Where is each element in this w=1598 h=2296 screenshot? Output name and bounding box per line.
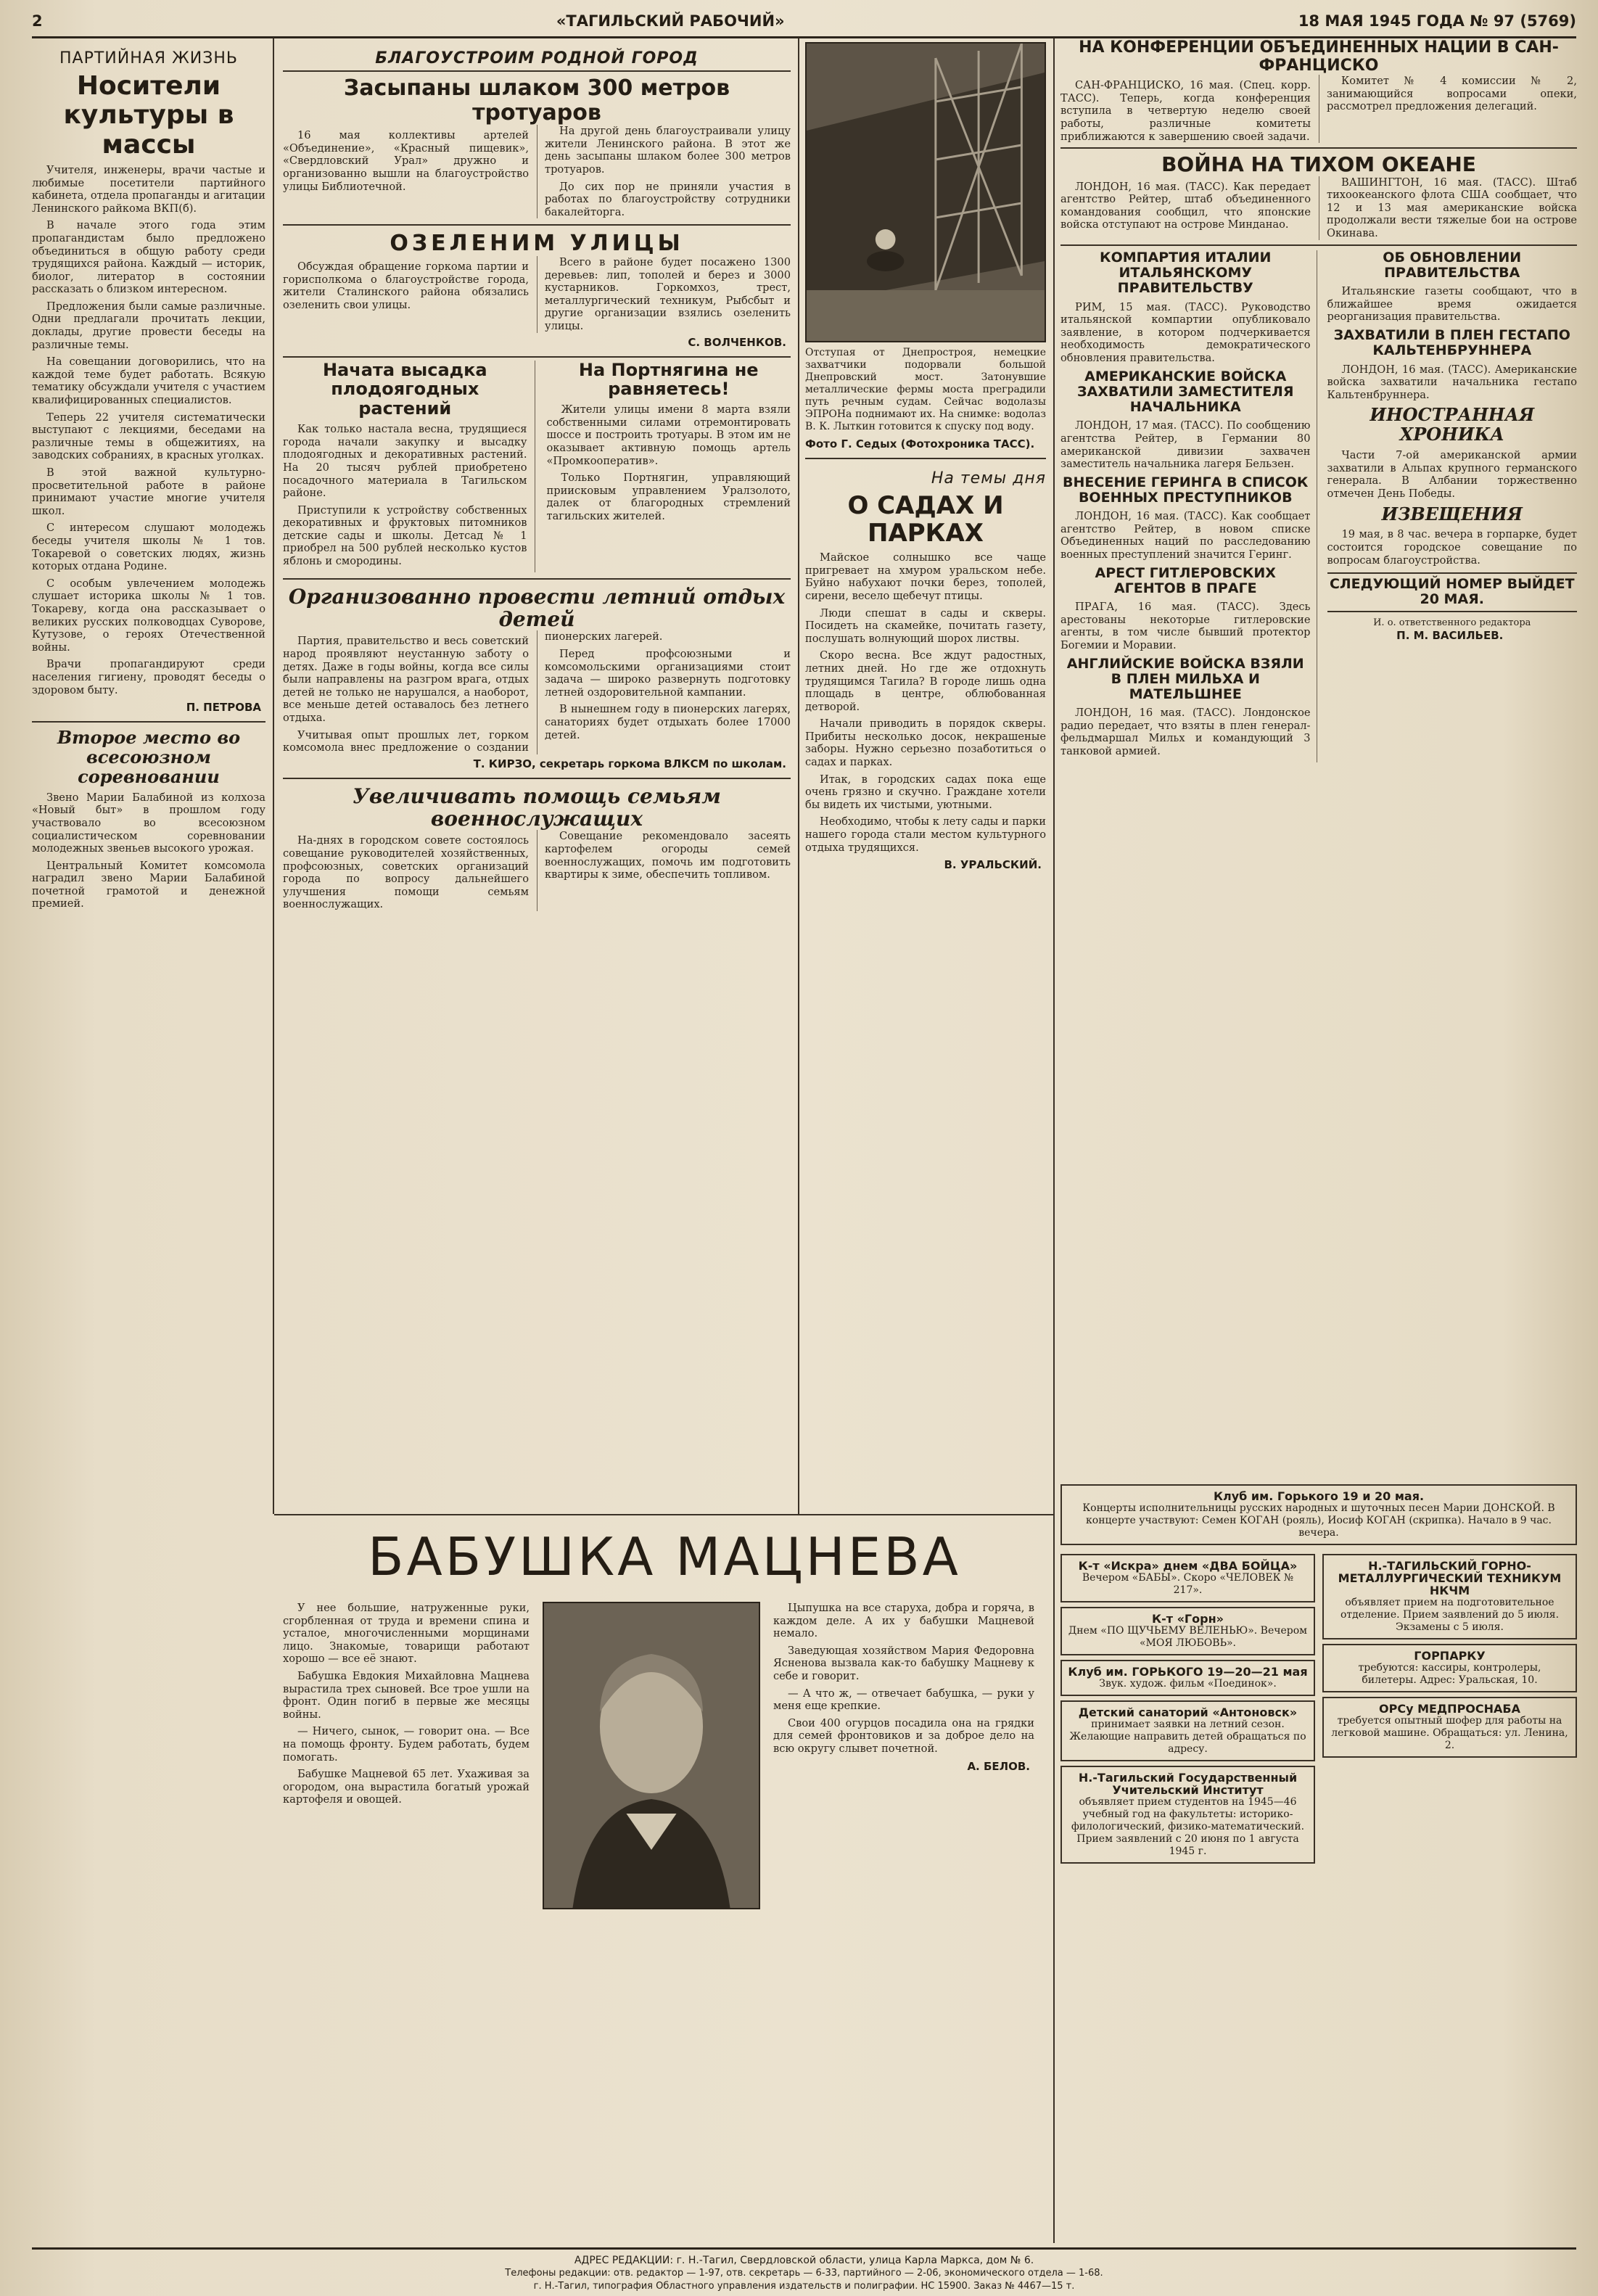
notice-title: ИЗВЕЩЕНИЯ xyxy=(1381,503,1523,524)
signature: В. УРАЛЬСКИЙ. xyxy=(944,858,1042,872)
paragraph: Партия, правительство и весь советский народ проявляют неустанную заботу о детях. Даже в годы войны, когда все силы были направлены на разгром врага, отдых детей не только не нарушался, а наоборот, все меньше детей оставалось без летнего отдыха. xyxy=(283,635,529,724)
signature: П. ПЕТРОВА xyxy=(186,701,261,715)
ad-club-gorky xyxy=(1060,1660,1315,1696)
news-item xyxy=(1327,250,1578,762)
paragraph: Как только настала весна, трудящиеся города начали закупку и высадку плодоягодных и декоративных растений. На 20 тысяч рублей приобретено посадочного материала в Тагильском районе. xyxy=(283,423,527,500)
ad-title: Клуб им. ГОРЬКОГО 19—20—21 мая xyxy=(1068,1665,1308,1679)
paragraph: Предложения были самые различные. Одни предлагали прочитать лекции, доклады, другие провести беседы на различные темы. xyxy=(32,300,265,351)
editor-label: И. о. ответственного редактора xyxy=(1373,617,1531,628)
ad-cinema-gorn xyxy=(1060,1607,1315,1655)
dnieper-bridge-photo xyxy=(805,42,1046,342)
paragraph: — А что ж, — отвечает бабушка, — руки у меня еще крепкие. xyxy=(773,1687,1034,1713)
paragraph: РИМ, 15 мая. (ТАСС). Руководство итальянской компартии опубликовало заявление, в котором подчеркивается необходимость демократического обновления правительства. xyxy=(1060,300,1311,364)
ad-column xyxy=(1322,1550,1577,1868)
paragraph: Начали приводить в порядок скверы. Прибиты несколько досок, некрашеные заборы. Нужно серьезно позаботиться о садах и парках. xyxy=(805,717,1046,769)
column-rule xyxy=(798,38,799,1514)
paragraph: На другой день благоустраивали улицу жители Ленинского района. В этот же день засыпаны шлаком более 300 метров тротуаров. xyxy=(545,125,791,176)
feature-article xyxy=(283,1519,1046,2244)
article-body xyxy=(1060,176,1577,240)
paragraph: ЛОНДОН, 16 мая. (ТАСС). Американские войска захватили начальника гестапо Кальтенбруннера. xyxy=(1327,363,1577,401)
ad-title: Детский санаторий «Антоновск» xyxy=(1078,1705,1298,1719)
paragraph: Учитывая опыт прошлых лет, горком комсомола внес предложение о создании пионерских лагерей. xyxy=(283,630,663,754)
ad-text: принимает заявки на летний сезон. Желающие направить детей обращаться по адресу. xyxy=(1069,1719,1306,1755)
news-row xyxy=(1060,250,1577,762)
article-body xyxy=(283,630,791,754)
headline: АНГЛИЙСКИЕ ВОЙСКА ВЗЯЛИ В ПЛЕН МИЛЬХА И МАТЕЛЬШНЕЕ xyxy=(1066,655,1304,703)
ad-text: Звук. худож. фильм «Поединок». xyxy=(1099,1678,1277,1690)
paragraph: 16 мая коллективы артелей «Объединение», «Красный пищевик», «Свердловский Урал» дружно и организованно вышли на благоустройство улицы Библиотечной. xyxy=(283,129,529,193)
ad-title: К-т «Искра» днем «ДВА БОЙЦА» xyxy=(1078,1559,1298,1573)
article xyxy=(283,361,535,572)
paragraph: Всего в районе будет посажено 1300 деревьев: лип, тополей и берез и 3000 кустарников. Горкомхоз, трест, металлургический техникум, Рыбсбыт и другие организации взялись озеленить улицы. xyxy=(545,255,791,332)
paragraph: Жители улицы имени 8 марта взяли собственными силами отремонтировать шоссе и построить тротуары. В этом им не оказывает активную помощь артель «Промкооператив». xyxy=(546,403,791,467)
signature: Т. КИРЗО, секретарь горкома ВЛКСМ по школам. xyxy=(473,757,786,770)
headline: ЗАХВАТИЛИ В ПЛЕН ГЕСТАПО КАЛЬТЕНБРУННЕРА xyxy=(1333,327,1570,359)
headline: ВОЙНА НА ТИХОМ ОКЕАНЕ xyxy=(1161,152,1476,177)
paragraph: ЛОНДОН, 16 мая. (ТАСС). Как передает агентство Рейтер, штаб объединенного командования сообщил, что японские войска отступают на острове Минданао. xyxy=(1060,180,1311,231)
paragraph: Итак, в городских садах пока еще очень грязно и скучно. Граждане хотели бы видеть их чистыми, уютными. xyxy=(805,773,1046,811)
ad-text: Вечером «БАБЫ». Скоро «ЧЕЛОВЕК № 217». xyxy=(1082,1572,1294,1596)
ad-title: Клуб им. Горького 19 и 20 мая. xyxy=(1213,1489,1425,1503)
rubric: На темы дня xyxy=(931,469,1046,487)
paragraph: С особым увлечением молодежь слушает историка школы № 1 тов. Токареву, когда она рассказывает о великих русских полководцах Суворове, Кутузове, о героях Отечественной войны. xyxy=(32,577,265,654)
paragraph: В нынешнем году в пионерских лагерях, санаториях будет отдыхать более 17000 детей. xyxy=(545,703,791,741)
paragraph: Обсуждая обращение горкома партии и горисполкома о благоустройстве города, жители Сталинского района обязались озеленить свои улицы. xyxy=(283,260,529,311)
paragraph: Бабушке Мацневой 65 лет. Ухаживая за огородом, она вырастила богатый урожай картофеля и овощей. xyxy=(283,1768,530,1806)
feature-title: БАБУШКА МАЦНЕВА xyxy=(368,1526,961,1587)
bridge-photo-art xyxy=(807,44,1045,341)
paragraph: Совещание рекомендовало засеять картофелем огороды семей военнослужащих, помочь им подготовить квартиры к зиме, обеспечить топливом. xyxy=(545,830,791,881)
headline: АРЕСТ ГИТЛЕРОВСКИХ АГЕНТОВ В ПРАГЕ xyxy=(1095,564,1276,596)
headline: Засыпаны шлаком 300 метров тротуаров xyxy=(343,75,730,126)
headline: ВНЕСЕНИЕ ГЕРИНГА В СПИСОК ВОЕННЫХ ПРЕСТУПНИКОВ xyxy=(1063,474,1309,506)
editor-name: П. М. ВАСИЛЬЕВ. xyxy=(1396,629,1504,643)
ad-ors xyxy=(1322,1697,1577,1758)
ad-title: Н.-Тагильский Государственный Учительский Институт xyxy=(1078,1771,1298,1797)
ad-column xyxy=(1060,1550,1315,1868)
article-body xyxy=(1060,75,1577,143)
paragraph: ЛОНДОН, 16 мая. (ТАСС). Лондонское радио передает, что взяты в плен генерал-фельдмаршал Мильх и командующий 3 танковой армией. xyxy=(1060,707,1311,758)
signature: С. ВОЛЧЕНКОВ. xyxy=(688,335,786,349)
paragraph: В начале этого года этим пропагандистам было предложено объединиться в общую работу среди трудящихся района. Каждый — историк, биолог, литератор в состоянии рассказать о близком интересном. xyxy=(32,219,265,296)
article-body xyxy=(283,125,791,218)
headline: На Портнягина не равняетесь! xyxy=(578,359,759,400)
paragraph: Заведующая хозяйством Мария Федоровна Ясненова вызвала как-то бабушку Мацневу к себе и говорит. xyxy=(773,1644,1034,1682)
ad-title: ГОРПАРКУ xyxy=(1414,1649,1486,1663)
headline: Начата высадка плодоягодных растений xyxy=(322,359,487,419)
photo-credit: Фото Г. Седых (Фотохроника ТАСС). xyxy=(805,437,1035,450)
paragraph: С интересом слушают молодежь беседы учителя школы № 1 тов. Токаревой о советских людях, жизнь которых отдана Родине. xyxy=(32,522,265,573)
rubric: БЛАГОУСТРОИМ РОДНОЙ ГОРОД xyxy=(283,49,791,72)
paragraph: В этой важной культурно-просветительной работе в районе принимают участие многие учителя школ. xyxy=(32,466,265,517)
ad-concert xyxy=(1060,1484,1577,1545)
paragraph: На совещании договорились, что на каждой теме будет работать. Всякую тематику обсуждали учителя с участием квалифицированных специалистов. xyxy=(32,355,265,407)
paragraph: Теперь 22 учителя систематически выступают с лекциями, беседами на различные темы в общежитиях, на заводских собраниях, в красных уголках. xyxy=(32,411,265,462)
paragraph: На-днях в городском совете состоялось совещание руководителей хозяйственных, профсоюзных, советских организаций города по вопросу дальнейшего улучшения помощи семьям военнослужащих. xyxy=(283,834,529,911)
paragraph: Врачи пропагандируют среди населения гигиену, проводят беседы о здоровом быту. xyxy=(32,658,265,696)
paragraph: Свои 400 огурцов посадила она на грядки для семей фронтовиков и за доброе дело на всю округу слывет почетной. xyxy=(773,1716,1034,1755)
ad-technikum xyxy=(1322,1554,1577,1639)
page-header xyxy=(32,6,1576,38)
city-improvement-section xyxy=(283,39,791,1512)
headline: Организованно провести летний отдых детей xyxy=(288,584,786,632)
paragraph: До сих пор не приняли участия в работах по благоустройству сотрудники бакалейторга. xyxy=(545,180,791,218)
headline: ИНОСТРАННАЯ ХРОНИКА xyxy=(1370,404,1535,445)
paragraph: Перед профсоюзными и комсомольскими организациями стоит задача — широко развернуть подготовку летней оздоровительной кампании. xyxy=(545,647,791,699)
paragraph: Учителя, инженеры, врачи частые и любимые посетители партийного кабинета, отдела пропаганды и агитации Ленинского райкома ВКП(б). xyxy=(32,163,265,215)
article-body xyxy=(283,256,791,333)
paragraph: ВАШИНГТОН, 16 мая. (ТАСС). Штаб тихоокеанского флота США сообщает, что 12 и 13 мая американские войска продолжали вести тяжелые бои на острове Окинава. xyxy=(1327,176,1577,239)
ad-text: требуется опытный шофер для работы на легковой машине. Обращаться: ул. Ленина, 2. xyxy=(1331,1715,1568,1751)
page-number: 2 xyxy=(32,12,43,30)
news-item xyxy=(1060,250,1317,762)
headline: АМЕРИКАНСКИЕ ВОЙСКА ЗАХВАТИЛИ ЗАМЕСТИТЕЛЯ НАЧАЛЬНИКА xyxy=(1077,368,1294,416)
headline: Увеличивать помощь семьям военнослужащих xyxy=(353,783,721,831)
notice-text: 19 мая, в 8 час. вечера в горпарке, будет состоится городское совещание по вопросам благоустройства. xyxy=(1327,528,1577,567)
photo-caption: Отступая от Днепростроя, немецкие захватчики подорвали большой Днепровский мост. Затонувшие металлические фермы моста преградили путь речным судам. Сейчас водолазы ЭПРОНа поднимают их. На снимке: водолаз В. К. Лыткин готовится к спуску под воду. xyxy=(805,347,1046,432)
paragraph: Люди спешат в сады и скверы. Посидеть на скамейке, почитать газету, послушать волнующий шорох листвы. xyxy=(805,606,1046,645)
topics-of-day-section xyxy=(805,42,1046,1512)
headline: КОМПАРТИЯ ИТАЛИИ ИТАЛЬЯНСКОМУ ПРАВИТЕЛЬСТВУ xyxy=(1100,249,1272,297)
ad-institute xyxy=(1060,1766,1315,1864)
paragraph: Цыпушка на все старуха, добра и горяча, в каждом деле. А их у бабушки Мацневой немало. xyxy=(773,1602,1034,1640)
column-rule xyxy=(1053,38,1055,2243)
paragraph: Приступили к устройству собственных декоративных и фруктовых питомников детские сады и школы. Детсад № 1 приобрел на 500 рублей несколько кустов яблонь и смородины. xyxy=(283,503,527,568)
headline: НА КОНФЕРЕНЦИИ ОБЪЕДИНЕННЫХ НАЦИЙ В САН-ФРАНЦИСКО xyxy=(1079,39,1559,75)
signature: А. БЕЛОВ. xyxy=(967,1759,1030,1773)
ad-text: требуются: кассиры, контролеры, билетеры. Адрес: Уральская, 10. xyxy=(1358,1662,1541,1686)
newspaper-title: «ТАГИЛЬСКИЙ РАБОЧИЙ» xyxy=(556,12,785,30)
ad-text: Днем «ПО ЩУЧЬЕМУ ВЕЛЕНЬЮ». Вечером «МОЯ ЛЮБОВЬ». xyxy=(1068,1625,1308,1649)
paragraph: Бабушка Евдокия Михайловна Мацнева вырастила трех сыновей. Все трое ушли на фронт. Один погиб в первые же месяцы войны. xyxy=(283,1669,530,1721)
rubric: ПАРТИЙНАЯ ЖИЗНЬ xyxy=(59,49,238,67)
paragraph: Скоро весна. Все ждут радостных, летних дней. Но где же отдохнуть трудящимся Тагила? В городе лишь одна площадь в центре, облюбованная детворой. xyxy=(805,649,1046,713)
portrait-photo xyxy=(543,1602,760,1909)
paragraph: Части 7-ой американской армии захватили в Альпах крупного германского генерала. В Албании торжественно отмечен День Победы. xyxy=(1327,449,1577,500)
ad-title: ОРСу МЕДПРОСНАБА xyxy=(1379,1702,1520,1716)
ad-title: К-т «Горн» xyxy=(1152,1612,1224,1626)
editorial-address: АДРЕС РЕДАКЦИИ: г. Н.-Тагил, Свердловской области, улица Карла Маркса, дом № 6. xyxy=(574,2255,1034,2266)
ad-gorpark xyxy=(1322,1644,1577,1692)
two-articles-row xyxy=(283,361,791,572)
ad-text: объявляет прием студентов на 1945—46 учебный год на факультеты: историко-филологический, физико-математический. Прием заявлений с 20 июня по 1 августа 1945 г. xyxy=(1071,1796,1305,1857)
section-rule xyxy=(274,1514,1053,1515)
feature-column xyxy=(773,1597,1034,1909)
paragraph: Только Портнягин, управляющий приисковым управлением Уралзолото, далек от благородных стремлений тагильских жителей. xyxy=(546,472,791,522)
advertisements-section xyxy=(1060,1480,1577,2243)
headline: ОЗЕЛЕНИМ УЛИЦЫ xyxy=(390,231,684,257)
paragraph: Итальянские газеты сообщают, что в ближайшее время ожидается реорганизация правительства. xyxy=(1327,285,1577,324)
ad-row xyxy=(1060,1550,1577,1868)
paragraph: Звено Марии Балабиной из колхоза «Новый быт» в прошлом году участвовало во всесоюзном социалистическом соревновании молодежных звеньев высокого урожая. xyxy=(32,791,265,855)
paragraph: Комитет № 4 комиссии № 2, занимающийся вопросами опеки, рассмотрел предложения делегаций. xyxy=(1327,75,1577,113)
foreign-news-section xyxy=(1060,39,1577,1490)
feature-column xyxy=(283,1597,530,1909)
article-body xyxy=(283,830,791,911)
paragraph: У нее большие, натруженные руки, сгорбленная от труда и времени спина и усталое, многочисленными морщинами лицо. Знакомые, товарищи работают хорошо — все её знают. xyxy=(283,1602,530,1666)
headline: Носители культуры в массы xyxy=(63,71,234,160)
paragraph: ПРАГА, 16 мая. (ТАСС). Здесь арестованы некоторые гитлеровские агенты, в том числе бывший протектор Богемии и Моравии. xyxy=(1060,601,1311,651)
feature-body xyxy=(283,1597,1046,1909)
portrait-column xyxy=(543,1597,760,1909)
paragraph: Необходимо, чтобы к лету сады и парки нашего города стали местом культурного отдыха трудящихся. xyxy=(805,815,1046,854)
headline: ОБ ОБНОВЛЕНИИ ПРАВИТЕЛЬСТВА xyxy=(1383,249,1522,281)
page-footer xyxy=(32,2247,1576,2293)
ad-text: Концерты исполнительницы русских народных и шуточных песен Марии ДОНСКОЙ. В концерте участвуют: Семен КОГАН (рояль), Иосиф КОГАН (скрипка). Начало в 9 час. вечера. xyxy=(1082,1502,1555,1539)
ad-sanatorium xyxy=(1060,1700,1315,1761)
headline: Второе место во всесоюзном соревновании xyxy=(57,727,241,787)
paragraph: ЛОНДОН, 17 мая. (ТАСС). По сообщению агентства Рейтер, в Германии 80 американской дивизии захвачен заместитель начальника лагеря Бельзен. xyxy=(1060,419,1311,471)
issue-date: 18 МАЯ 1945 ГОДА № 97 (5769) xyxy=(1298,12,1576,30)
paragraph: ЛОНДОН, 16 мая. (ТАСС). Как сообщает агентство Рейтер, в новом списке Объединенных наций по расследованию военных преступлений значится Геринг. xyxy=(1060,510,1311,561)
next-issue-notice: СЛЕДУЮЩИЙ НОМЕР ВЫЙДЕТ 20 МАЯ. xyxy=(1327,572,1578,612)
paragraph: Центральный Комитет комсомола наградил звено Марии Балабиной почетной грамотой и денежной премией. xyxy=(32,859,265,910)
paragraph: — Ничего, сынок, — говорит она. — Все на помощь фронту. Будем работать, будем помогать. xyxy=(283,1725,530,1764)
paragraph: САН-ФРАНЦИСКО, 16 мая. (Спец. корр. ТАСС). Теперь, когда конференция вступила в четвертую неделю своей работы, различные комитеты приближаются к завершению своей задачи. xyxy=(1060,79,1311,143)
printing-info: г. Н.-Тагил, типография Областного управления издательств и полиграфии. НС 15900. Заказ № 4467—15 т. xyxy=(533,2281,1075,2292)
party-life-section xyxy=(32,39,265,2244)
paragraph: Майское солнышко все чаще пригревает на хмуром уральском небе. Буйно набухают почки берез, тополей, сирени, весело щебечут птицы. xyxy=(805,551,1046,602)
ad-cinema-iskra xyxy=(1060,1554,1315,1602)
column-rule xyxy=(273,38,274,1514)
article xyxy=(547,361,791,572)
ad-title: Н.-ТАГИЛЬСКИЙ ГОРНО-МЕТАЛЛУРГИЧЕСКИЙ ТЕХНИКУМ НКЧМ xyxy=(1338,1559,1562,1597)
headline: О САДАХ И ПАРКАХ xyxy=(847,491,1004,548)
ad-text: объявляет прием на подготовительное отделение. Прием заявлений до 5 июля. Экзамены с 5 июля. xyxy=(1340,1597,1560,1633)
portrait-art xyxy=(544,1603,759,1908)
editorial-phones: Телефоны редакции: отв. редактор — 1-97, отв. секретарь — 6-33, партийного — 2-06, экономического отдела — 1-68. xyxy=(505,2268,1103,2279)
